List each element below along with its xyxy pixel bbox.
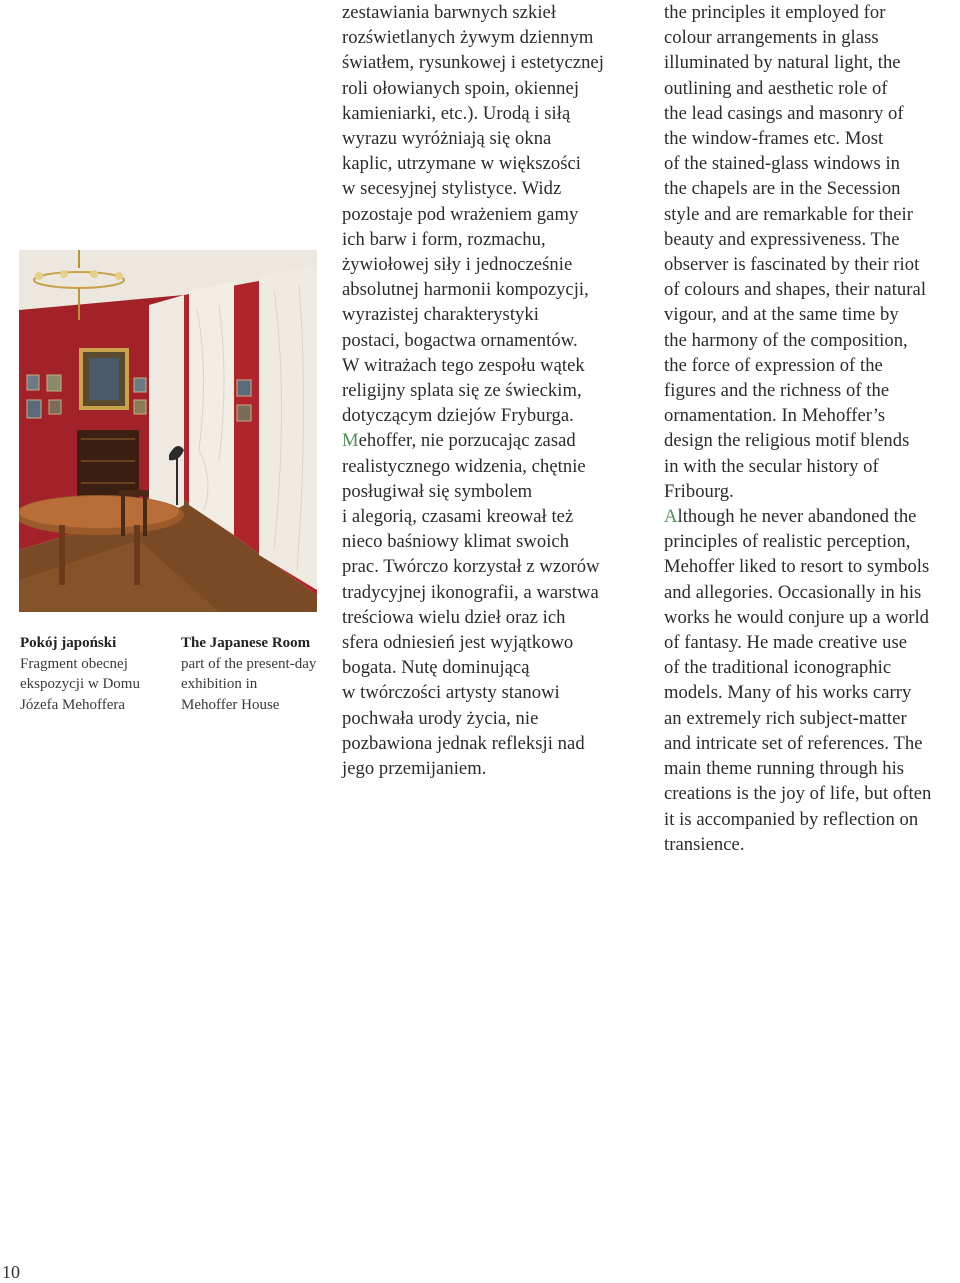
text-line: w twórczości artysty stanowi: [342, 682, 560, 704]
caption-title: Pokój japoński: [20, 635, 117, 651]
text-line: pochwała urody życia, nie: [342, 707, 539, 729]
text-line: colour arrangements in glass: [664, 27, 879, 49]
text-line: w secesyjnej stylistyce. Widz: [342, 178, 562, 200]
text-line: nieco baśniowy klimat swoich: [342, 531, 570, 553]
text-line: vigour, and at the same time by: [664, 304, 899, 326]
text-line: wyrazu wyróżniają się okna: [342, 128, 552, 150]
text-line: pozostaje pod wrażeniem gamy: [342, 203, 579, 225]
text-line: the chapels are in the Secession: [664, 178, 901, 200]
text-line: design the religious motif blends: [664, 430, 910, 452]
caption-line: ekspozycji w Domu: [20, 676, 140, 692]
text-line: religijny splata się ze świeckim,: [342, 380, 582, 402]
text-line: models. Many of his works carry: [664, 682, 912, 704]
text-line: illuminated by natural light, the: [664, 52, 901, 74]
text-line: kamieniarki, etc.). Urodą i siłą: [342, 102, 571, 124]
caption-english: [181, 633, 321, 715]
text-line: treściowa wielu dzieł oraz ich: [342, 606, 566, 628]
text-line: the force of expression of the: [664, 354, 883, 376]
text-line: żywiołowej siły i jednocześnie: [342, 254, 573, 276]
text-line: W witrażach tego zespołu wątek: [342, 354, 585, 376]
text-line: works he would conjure up a world: [664, 606, 930, 628]
text-line: of fantasy. He made creative use: [664, 632, 908, 654]
text-line: creations is the joy of life, but often: [664, 783, 932, 805]
text-line: figures and the richness of the: [664, 380, 890, 402]
text-line: roli ołowianych spoin, okiennej: [342, 77, 580, 99]
caption-line: part of the present-day: [181, 655, 317, 672]
text-line: jego przemijaniem.: [342, 758, 487, 780]
text-fragment: lthough he never abandoned the: [677, 506, 917, 528]
text-line: main theme running through his: [664, 758, 905, 780]
text-line: beauty and expressiveness. The: [664, 228, 900, 250]
text-line: tradycyjnej ikonografii, a warstwa: [342, 581, 599, 603]
drop-initial: A: [664, 506, 678, 528]
caption-polish: [20, 633, 170, 715]
text-line: dotyczącym dziejów Fryburga.: [342, 405, 574, 427]
paragraph-start-line: [664, 504, 960, 529]
text-line: and allegories. Occasionally in his: [664, 581, 922, 603]
text-line: postaci, bogactwa ornamentów.: [342, 329, 578, 351]
text-line: i alegorią, czasami kreował też: [342, 506, 574, 528]
text-line: ich barw i form, rozmachu,: [342, 228, 546, 250]
caption-title: The Japanese Room: [181, 635, 311, 651]
text-line: kaplic, utrzymane w większości: [342, 153, 582, 175]
caption-line: Mehoffer House: [181, 696, 280, 713]
text-line: of the stained-glass windows in: [664, 153, 901, 175]
text-line: wyrazistej charakterystyki: [342, 304, 539, 326]
page-number: 10: [2, 1262, 20, 1282]
text-line: of the traditional iconographic: [664, 657, 892, 679]
caption-line: Józefa Mehoffera: [20, 696, 126, 713]
caption-line: Fragment obecnej: [20, 655, 128, 672]
text-line: of colours and shapes, their natural: [664, 279, 927, 301]
text-line: the principles it employed for: [664, 2, 886, 23]
caption-line: exhibition in: [181, 676, 258, 692]
paragraph-start-line: [342, 428, 642, 453]
text-line: bogata. Nutę dominującą: [342, 657, 530, 679]
text-fragment: ehoffer, nie porzucając zasad: [358, 430, 576, 452]
text-line: an extremely rich subject-matter: [664, 707, 907, 729]
text-line: principles of realistic perception,: [664, 531, 911, 553]
text-line: the window-frames etc. Most: [664, 128, 884, 150]
text-line: pozbawiona jednak refleksji nad: [342, 732, 585, 754]
text-line: and intricate set of references. The: [664, 732, 923, 754]
text-line: rozświetlanych żywym dziennym: [342, 27, 594, 49]
text-line: prac. Twórczo korzystał z wzorów: [342, 556, 600, 578]
japanese-room-photo: [19, 250, 317, 612]
text-line: sfera odniesień jest wyjątkowo: [342, 632, 574, 654]
text-line: style and are remarkable for their: [664, 203, 913, 225]
text-line: Mehoffer liked to resort to symbols: [664, 556, 930, 578]
polish-text-column: [342, 0, 642, 781]
text-line: ornamentation. In Mehoffer’s: [664, 405, 886, 427]
text-line: zestawiania barwnych szkieł: [342, 2, 557, 23]
text-line: the lead casings and masonry of: [664, 102, 904, 124]
text-line: światłem, rysunkowej i estetycznej: [342, 52, 604, 74]
text-line: outlining and aesthetic role of: [664, 77, 888, 99]
english-text-column: [664, 0, 960, 857]
text-line: realistycznego widzenia, chętnie: [342, 455, 586, 477]
text-line: Fribourg.: [664, 480, 734, 502]
text-line: in with the secular history of: [664, 455, 879, 477]
text-line: the harmony of the composition,: [664, 329, 908, 351]
drop-initial: M: [342, 430, 359, 452]
text-line: posługiwał się symbolem: [342, 480, 533, 502]
text-line: absolutnej harmonii kompozycji,: [342, 279, 589, 301]
text-line: it is accompanied by reflection on: [664, 808, 919, 830]
text-line: transience.: [664, 833, 745, 855]
text-line: observer is fascinated by their riot: [664, 254, 920, 276]
